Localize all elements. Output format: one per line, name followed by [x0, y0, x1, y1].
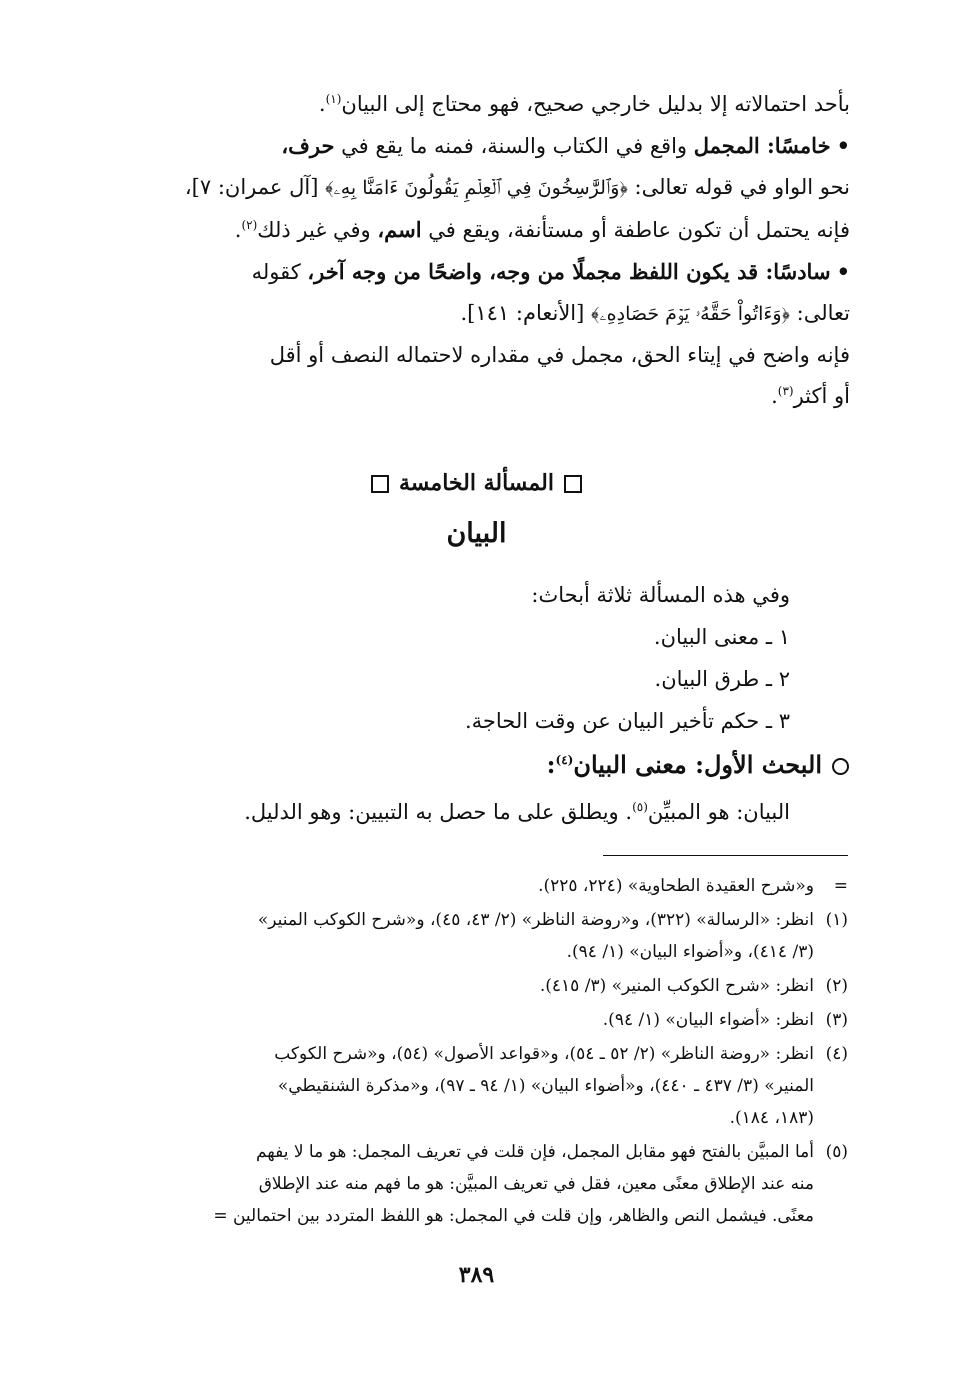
text: فإنه واضح في إيتاء الحق، مجمل في مقداره لاحتماله النصف أو أقل	[269, 343, 850, 367]
footnote-line: (١٨٣، ١٨٤).	[729, 1108, 814, 1128]
footnote-text	[108, 970, 814, 1002]
circle-icon	[832, 758, 849, 775]
verse-reference: [آل عمران: ٧]،	[184, 175, 319, 199]
bold-lead: خامسًا: المجمل	[693, 133, 831, 158]
footnote-text	[108, 1004, 814, 1036]
list-item: ٣ ـ حكم تأخير البيان عن وقت الحاجة.	[464, 709, 790, 733]
text: . ويطلق على ما حصل به التبيين: وهو الدليل.	[244, 800, 633, 824]
paragraph-2	[110, 125, 850, 251]
text: وفي غير ذلك	[257, 218, 371, 242]
text: .	[234, 218, 242, 242]
footnote-line: انظر: «الرسالة» (٣٢٢)، و«روضة الناظر» (٢/ ٤٣، ٤٥)، و«شرح الكوكب المنير»	[257, 910, 814, 930]
bullet: •	[836, 259, 850, 284]
verse-reference: [الأنعام: ١٤١].	[460, 301, 585, 325]
footnote-line: (٣/ ٤١٤)، و«أضواء البيان» (١/ ٩٤).	[566, 942, 814, 962]
bold-term: حرف،	[281, 133, 335, 158]
footnote-number: (٥)	[825, 1142, 848, 1162]
footnote	[108, 904, 848, 968]
text: .	[318, 92, 326, 116]
section-title-text: المسألة الخامسة	[399, 470, 554, 496]
list-item: ١ ـ معنى البيان.	[653, 625, 790, 649]
text: فإنه يحتمل أن تكون عاطفة أو مستأنفة، ويقع في	[428, 218, 850, 242]
footnote-text	[108, 870, 814, 902]
footnote-ref: (١)	[325, 92, 342, 106]
main-text	[110, 84, 850, 417]
definition	[244, 800, 790, 824]
paragraph-3	[110, 251, 850, 335]
footnote-text	[108, 1038, 814, 1134]
text: البيان: هو المبيِّن	[647, 800, 790, 824]
footnote	[108, 1136, 848, 1232]
page-number: ٣٨٩	[458, 1262, 495, 1288]
footnote-line: و«شرح العقيدة الطحاوية» (٢٢٤، ٢٢٥).	[538, 876, 814, 896]
footnote-line: معنًى. فيشمل النص والظاهر، وإن قلت في المجمل: هو اللفظ المتردد بين احتمالين =	[213, 1206, 814, 1226]
list-item: ٢ ـ طرق البيان.	[654, 667, 790, 691]
footnote-ref: (٢)	[241, 218, 258, 232]
text: واقع في الكتاب والسنة، فمنه ما يقع في	[341, 134, 688, 158]
quran-verse: ﴿وَٱلرَّٰسِخُونَ فِي ٱلۡعِلۡمِ يَقُولُونَ ءَامَنَّا بِهِۦ﴾	[325, 177, 628, 199]
bold-term: اسم،	[377, 217, 422, 242]
text: تعالى:	[796, 301, 850, 325]
text: بأحد احتمالاته إلا بدليل خارجي صحيح، فهو محتاج إلى البيان	[341, 92, 850, 116]
footnote	[108, 1038, 848, 1134]
footnote-line: انظر: «شرح الكوكب المنير» (٣/ ٤١٥).	[539, 976, 814, 996]
footnote-ref: (٥)	[632, 800, 648, 814]
subsection-title-text: البحث الأول: معنى البيان	[573, 750, 822, 779]
footnote-line: المنير» (٣/ ٤٣٧ ـ ٤٤٠)، و«أضواء البيان» (١/ ٩٤ ـ ٩٧)، و«مذكرة الشنقيطي»	[277, 1076, 814, 1096]
footnote-line: انظر: «أضواء البيان» (١/ ٩٤).	[602, 1010, 814, 1030]
chapter-heading: البيان	[446, 518, 507, 549]
footnote-ref: (٣)	[777, 384, 794, 398]
text: أو أكثر	[793, 384, 850, 408]
footnote-number: =	[833, 876, 848, 896]
footnote-line: منه عند الإطلاق معنًى معين، فقل في تعريف المبيَّن: هو ما فهم منه عند الإطلاق	[258, 1174, 814, 1194]
footnote	[108, 870, 848, 902]
paragraph-4	[110, 335, 850, 417]
bullet: •	[836, 133, 850, 158]
intro-text: وفي هذه المسألة ثلاثة أبحاث:	[531, 583, 790, 607]
text: .	[771, 384, 778, 408]
section-title	[0, 470, 953, 496]
footnote-number: (١)	[825, 910, 848, 930]
footnote	[108, 970, 848, 1002]
square-icon	[371, 475, 389, 493]
footnote	[108, 1004, 848, 1036]
text: كقوله	[251, 260, 301, 284]
footnotes	[108, 870, 848, 1234]
footnote-text	[108, 904, 814, 968]
text: :	[546, 750, 556, 779]
footnote-line: انظر: «روضة الناظر» (٢/ ٥٢ ـ ٥٤)، و«قواعد الأصول» (٥٤)، و«شرح الكوكب	[274, 1044, 814, 1064]
footnote-line: أما المبيَّن بالفتح فهو مقابل المجمل، فإن قلت في تعريف المجمل: هو ما لا يفهم	[255, 1142, 814, 1162]
footnote-number: (٤)	[825, 1044, 848, 1064]
footnote-number: (٣)	[825, 1010, 848, 1030]
quran-verse: ﴿وَءَاتُواْ حَقَّهُۥ يَوۡمَ حَصَادِهِۦ﴾	[591, 303, 790, 325]
footnote-number: (٢)	[825, 976, 848, 996]
paragraph-1	[110, 84, 850, 125]
text: نحو الواو في قوله تعالى:	[634, 175, 850, 199]
footnote-divider	[603, 855, 848, 856]
square-icon	[564, 475, 582, 493]
bold-lead: سادسًا: قد يكون اللفظ مجملًا من وجه، واضحًا من وجه آخر،	[307, 259, 831, 284]
footnote-ref: (٤)	[555, 753, 574, 767]
subsection-title	[547, 750, 849, 779]
section-intro	[465, 574, 790, 742]
footnote-text	[108, 1136, 814, 1232]
